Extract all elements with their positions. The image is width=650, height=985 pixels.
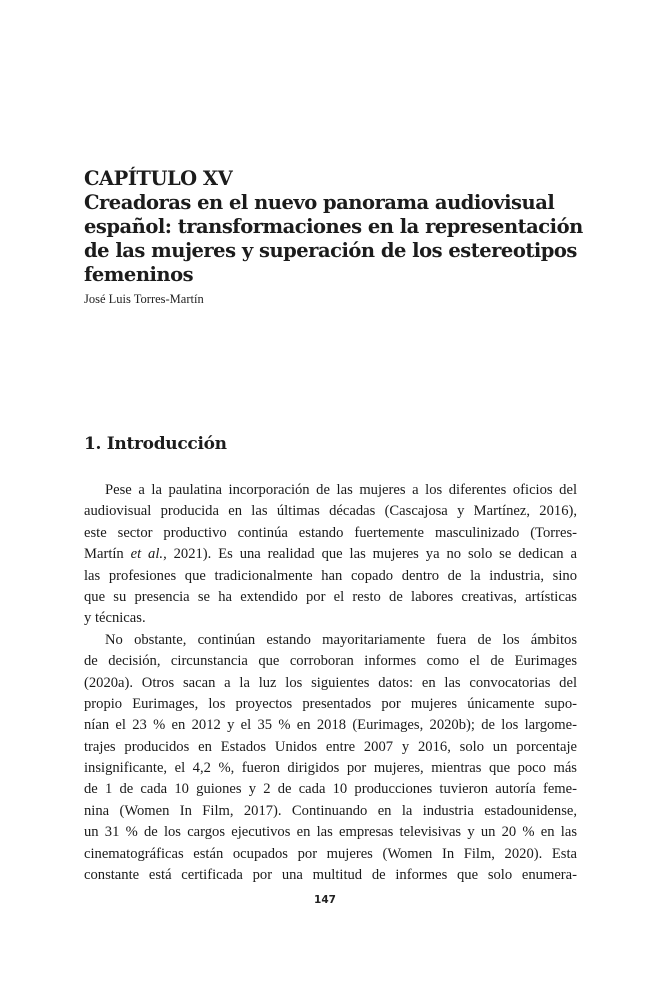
paragraph-line: que su presencia se ha extendido por el resto de labores creativas, artísticas — [84, 588, 577, 605]
chapter-title-line: de las mujeres y superación de los estereotipos — [84, 239, 577, 262]
chapter-author: José Luis Torres-Martín — [84, 292, 204, 306]
paragraph-line: (2020a). Otros sacan a la luz los siguientes datos: en las convocatorias del — [84, 674, 577, 691]
chapter-number: CAPÍTULO XV — [84, 167, 233, 190]
paragraph-line: nían el 23 % en 2012 y el 35 % en 2018 (Eurimages, 2020b); de los largome- — [84, 717, 577, 734]
paragraph-line: insignificante, el 4,2 %, fueron dirigidos por mujeres, mientras que poco más — [84, 760, 577, 777]
section-heading: 1. Introducción — [84, 434, 227, 454]
paragraph-line: propio Eurimages, los proyectos presentados por mujeres únicamente supo- — [84, 695, 577, 712]
paragraph-line: las profesiones que tradicionalmente han copado dentro de la industria, sino — [84, 567, 577, 584]
chapter-title — [84, 167, 583, 287]
body-text — [84, 480, 577, 886]
chapter-title-line: Creadoras en el nuevo panorama audiovisual — [84, 191, 555, 214]
paragraph-line: de decisión, circunstancia que corroboran informes como el de Eurimages — [84, 653, 577, 670]
chapter-title-line: femeninos — [84, 263, 194, 286]
paragraph-line: trajes producidos en Estados Unidos entre 2007 y 2016, solo un porcentaje — [84, 738, 577, 755]
page-number: 147 — [314, 894, 336, 906]
paragraph-line: constante está certificada por una multitud de informes que solo enumera- — [84, 867, 577, 884]
paragraph-line: este sector productivo continúa estando fuertemente masculinizado (Torres- — [84, 524, 577, 541]
paragraph-line: Martín et al., 2021). Es una realidad que las mujeres ya no solo se dedican a — [84, 546, 577, 563]
paragraph-line: de 1 de cada 10 guiones y 2 de cada 10 producciones tuvieron autoría feme- — [84, 781, 577, 798]
paragraph-line: un 31 % de los cargos ejecutivos en las empresas televisivas y un 20 % en las — [84, 824, 577, 841]
paragraph-line: Pese a la paulatina incorporación de las mujeres a los diferentes oficios del — [105, 482, 577, 498]
chapter-title-line: español: transformaciones en la representación — [84, 215, 583, 238]
paragraph-line: No obstante, continúan estando mayoritariamente fuera de los ámbitos — [105, 631, 577, 648]
paragraph-line: audiovisual producida en las últimas décadas (Cascajosa y Martínez, 2016), — [84, 503, 577, 520]
paragraph-line: y técnicas. — [84, 610, 146, 627]
paragraph-line: nina (Women In Film, 2017). Continuando en la industria estadounidense, — [84, 802, 577, 819]
paragraph-line: cinematográficas están ocupados por mujeres (Women In Film, 2020). Esta — [84, 845, 577, 862]
